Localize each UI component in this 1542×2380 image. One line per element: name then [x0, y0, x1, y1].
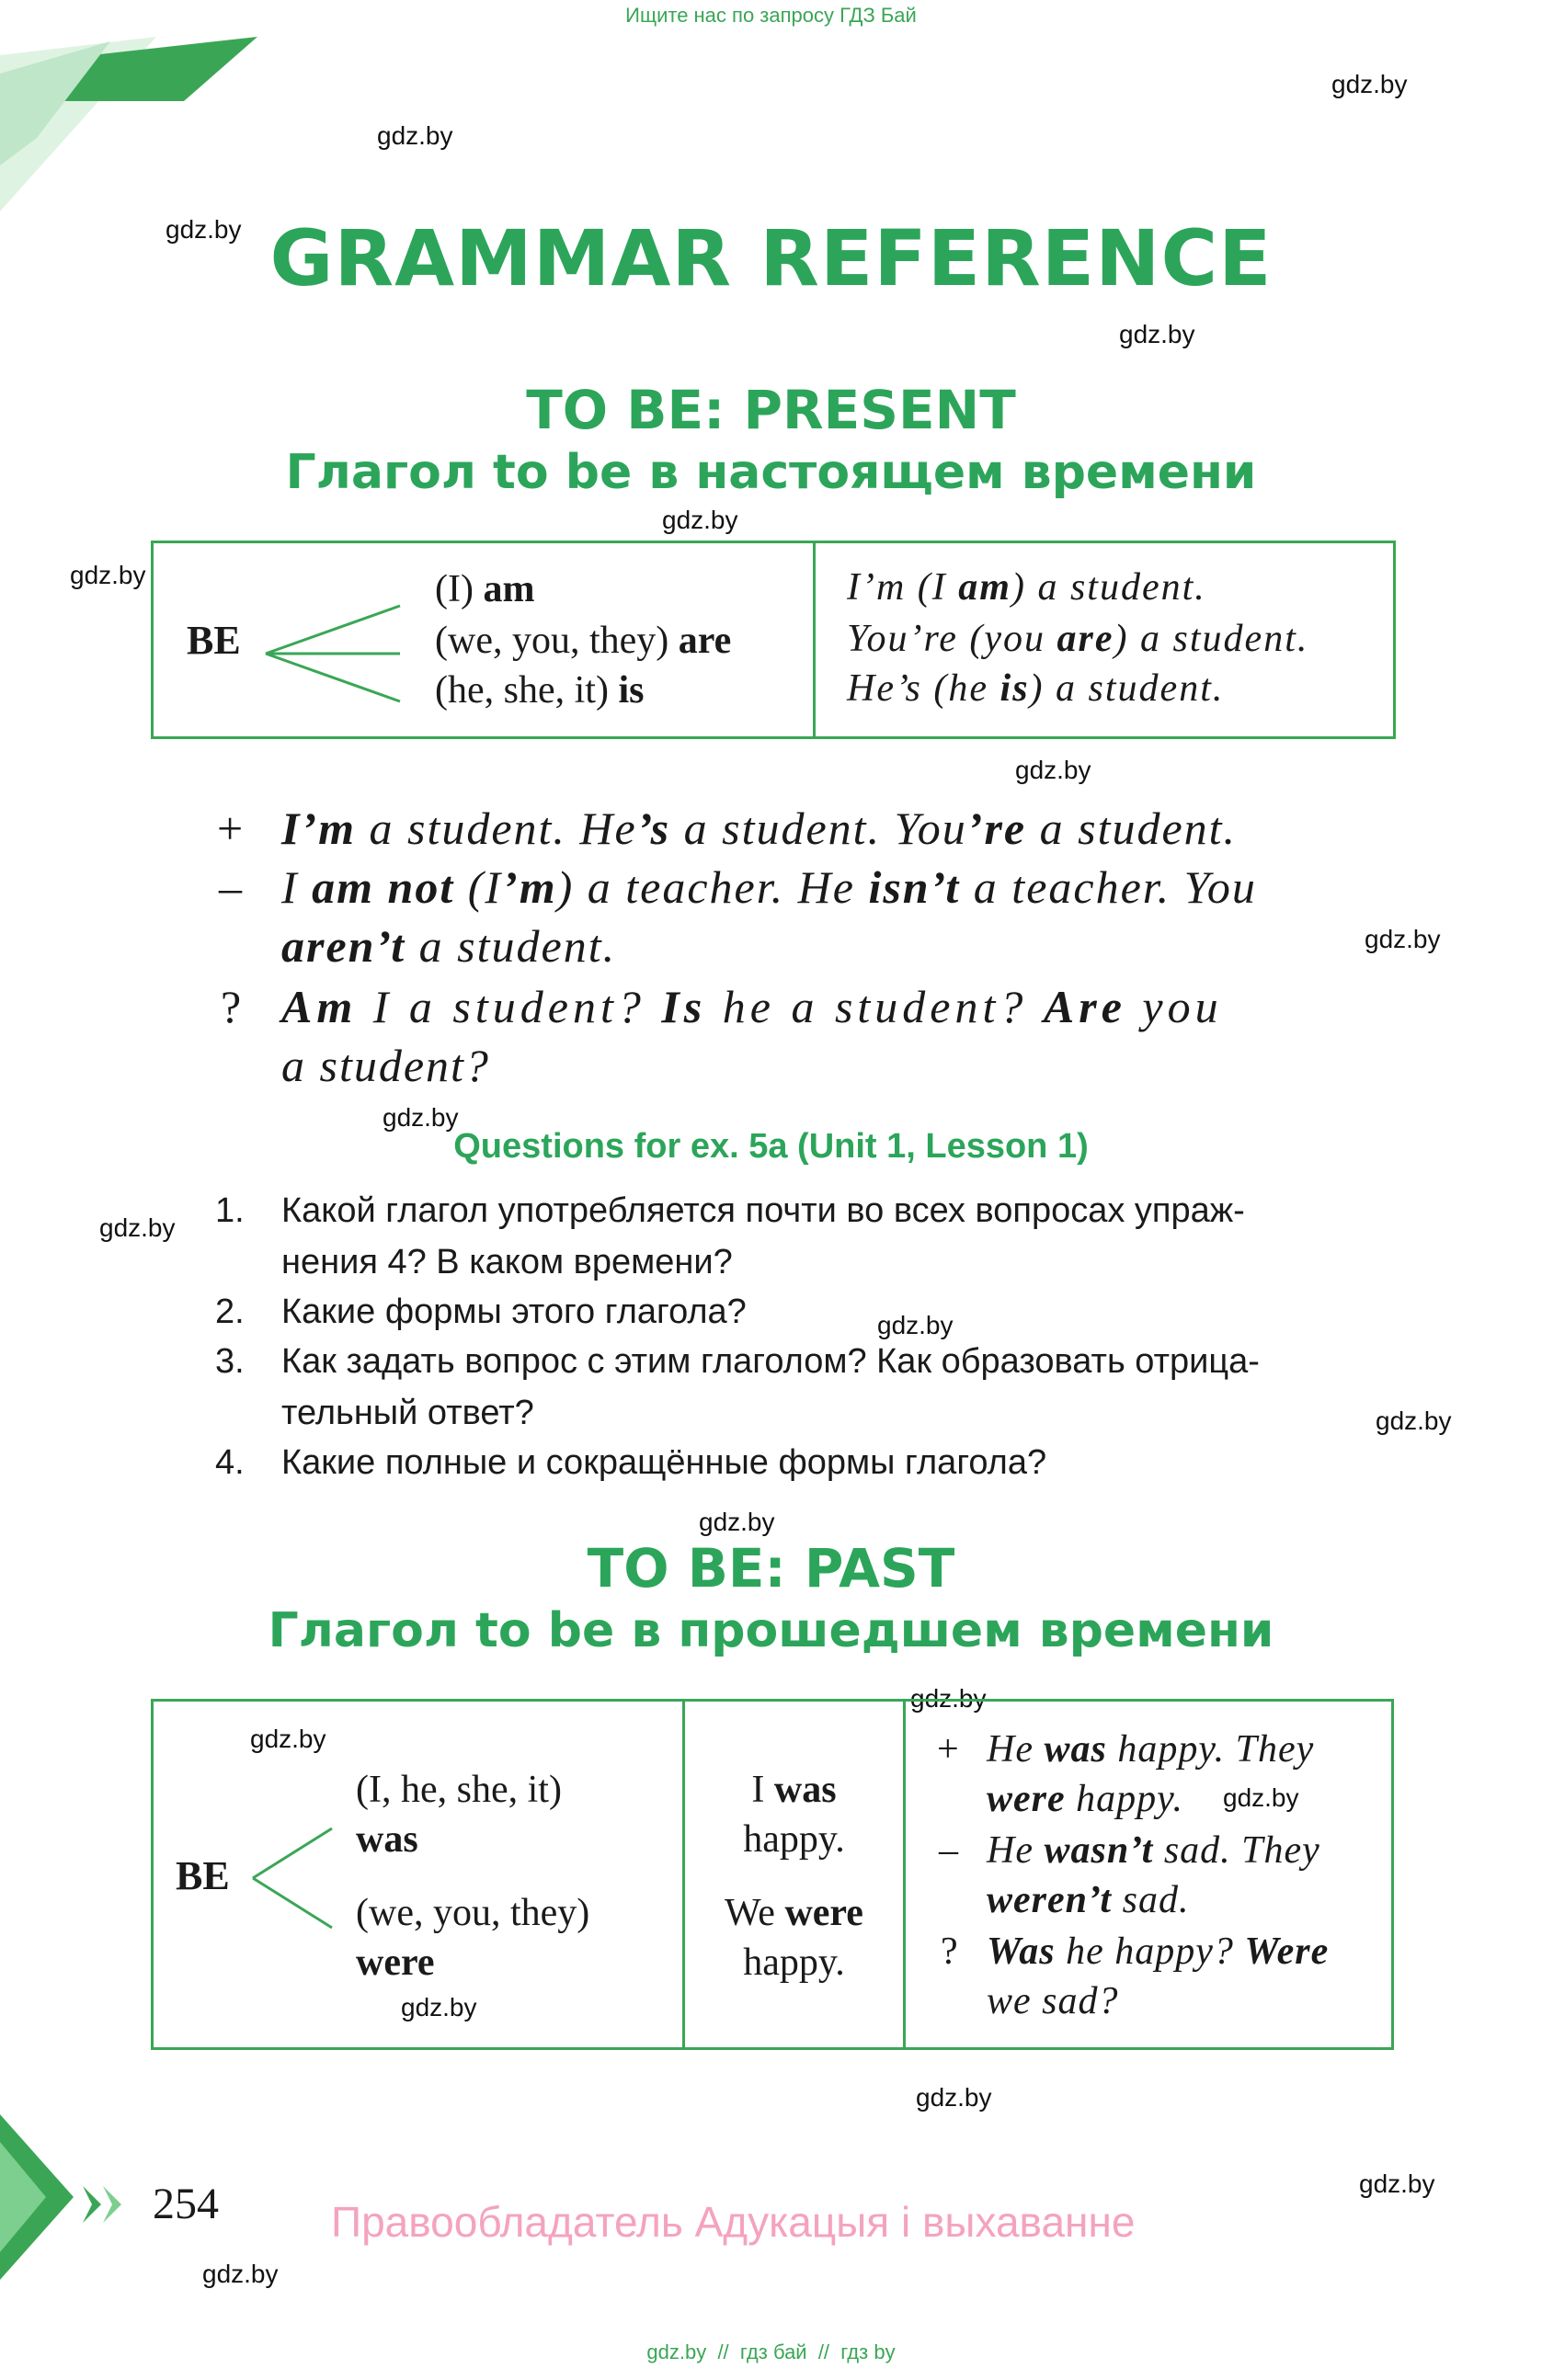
page-title: GRAMMAR REFERENCE	[269, 213, 1273, 303]
present-heading-en: TO BE: PRESENT	[526, 379, 1016, 441]
question-sentence-cont: a student?	[281, 1040, 490, 1091]
watermark[interactable]: gdz.by	[401, 1993, 477, 2021]
question-number: 1.	[215, 1191, 245, 1230]
past-negative-cont: weren’t sad.	[987, 1879, 1190, 1921]
example-line: I was	[751, 1769, 837, 1811]
form-verb: was	[356, 1818, 418, 1861]
be-label: BE	[187, 618, 241, 663]
plus-sign: +	[937, 1728, 959, 1771]
watermark[interactable]: gdz.by	[383, 1103, 459, 1132]
watermark[interactable]: gdz.by	[1119, 320, 1195, 348]
negative-sentence-cont: aren’t a student.	[281, 920, 617, 972]
plus-sign: +	[217, 803, 244, 854]
past-forms-cell	[154, 1702, 685, 2047]
affirmative-sentence: I’m a student. He’s a student. You’re a student.	[281, 803, 1238, 854]
question-number: 2.	[215, 1292, 245, 1331]
question-sign: ?	[941, 1930, 958, 1973]
present-examples-cell	[816, 543, 1393, 736]
example-row: You’re (you are) a student.	[847, 618, 1309, 660]
watermark[interactable]: gdz.by	[250, 1725, 326, 1753]
page-number: 254	[153, 2180, 219, 2228]
question-number: 4.	[215, 1443, 245, 1482]
watermark[interactable]: gdz.by	[699, 1508, 775, 1536]
watermark[interactable]: gdz.by	[1376, 1406, 1452, 1435]
watermark[interactable]: gdz.by	[99, 1213, 176, 1242]
corner-arrows-decoration	[0, 2114, 147, 2317]
watermark[interactable]: gdz.by	[1359, 2169, 1435, 2198]
question-item: Какие полные и сокращённые формы глагола?	[281, 1443, 1047, 1482]
watermark[interactable]: gdz.by	[166, 215, 242, 244]
form-subject: (we, you, they)	[356, 1892, 590, 1934]
past-question: Was he happy? Were	[987, 1930, 1330, 1973]
past-affirmative-cont: were happy.	[987, 1778, 1183, 1820]
present-table	[151, 541, 1396, 739]
watermark[interactable]: gdz.by	[1365, 925, 1441, 953]
past-negative: He wasn’t sad. They	[987, 1829, 1320, 1872]
questions-heading: Questions for ex. 5a (Unit 1, Lesson 1)	[453, 1127, 1089, 1166]
question-item: Как задать вопрос с этим глаголом? Как образовать отрица-	[281, 1342, 1260, 1381]
watermark[interactable]: gdz.by	[916, 2083, 992, 2112]
form-verb: were	[356, 1942, 435, 1984]
form-subject: (I, he, she, it)	[356, 1769, 562, 1811]
question-item-cont: тельный ответ?	[281, 1394, 534, 1432]
top-note[interactable]: Ищите нас по запросу ГДЗ Бай	[625, 4, 917, 27]
form-row: (I) am	[435, 568, 535, 610]
question-item: Какой глагол употребляется почти во всех вопросах упраж-	[281, 1191, 1245, 1230]
watermark[interactable]: gdz.by	[1015, 756, 1091, 784]
negative-sentence: I am not (I’m) a teacher. He isn’t a teacher. You	[281, 861, 1257, 913]
be-label: BE	[176, 1853, 230, 1898]
example-line: happy.	[743, 1942, 845, 1984]
minus-sign: –	[939, 1829, 958, 1872]
past-sentences-cell	[906, 1702, 1391, 2047]
form-row: (he, she, it) is	[435, 669, 645, 712]
past-heading-ru: Глагол to be в прошедшем времени	[268, 1603, 1274, 1658]
example-row: I’m (I am) a student.	[847, 566, 1206, 609]
past-simple-cell	[685, 1702, 906, 2047]
watermark[interactable]: gdz.by	[662, 506, 738, 534]
past-question-cont: we sad?	[987, 1980, 1119, 2022]
form-row: (we, you, they) are	[435, 620, 732, 662]
watermark[interactable]: gdz.by	[910, 1684, 987, 1713]
past-affirmative: He was happy. They	[987, 1728, 1315, 1771]
example-line: We were	[725, 1892, 863, 1934]
watermark[interactable]: gdz.by	[70, 561, 146, 589]
watermark[interactable]: gdz.by	[1331, 70, 1408, 98]
example-line: happy.	[743, 1818, 845, 1861]
question-item-cont: нения 4? В каком времени?	[281, 1243, 733, 1281]
question-number: 3.	[215, 1342, 245, 1381]
watermark[interactable]: gdz.by	[1223, 1783, 1299, 1812]
watermark[interactable]: gdz.by	[202, 2260, 279, 2288]
corner-decoration-top	[0, 0, 276, 211]
footer-links[interactable]: gdz.by // гдз бай // гдз by	[646, 2340, 896, 2363]
question-item: Какие формы этого глагола?	[281, 1292, 747, 1331]
past-heading-en: TO BE: PAST	[587, 1537, 955, 1600]
minus-sign: –	[219, 861, 242, 913]
watermark[interactable]: gdz.by	[377, 121, 453, 150]
watermark[interactable]: gdz.by	[877, 1311, 954, 1339]
example-row: He’s (he is) a student.	[847, 667, 1225, 710]
question-sign: ?	[221, 981, 242, 1032]
question-sentence: Am I a student? Is he a student? Are you	[281, 981, 1223, 1032]
present-heading-ru: Глагол to be в настоящем времени	[285, 445, 1257, 500]
past-table	[151, 1699, 1394, 2050]
rights-holder: Правообладатель Адукацыя і выхаванне	[331, 2198, 1136, 2246]
present-forms-cell	[154, 543, 816, 736]
